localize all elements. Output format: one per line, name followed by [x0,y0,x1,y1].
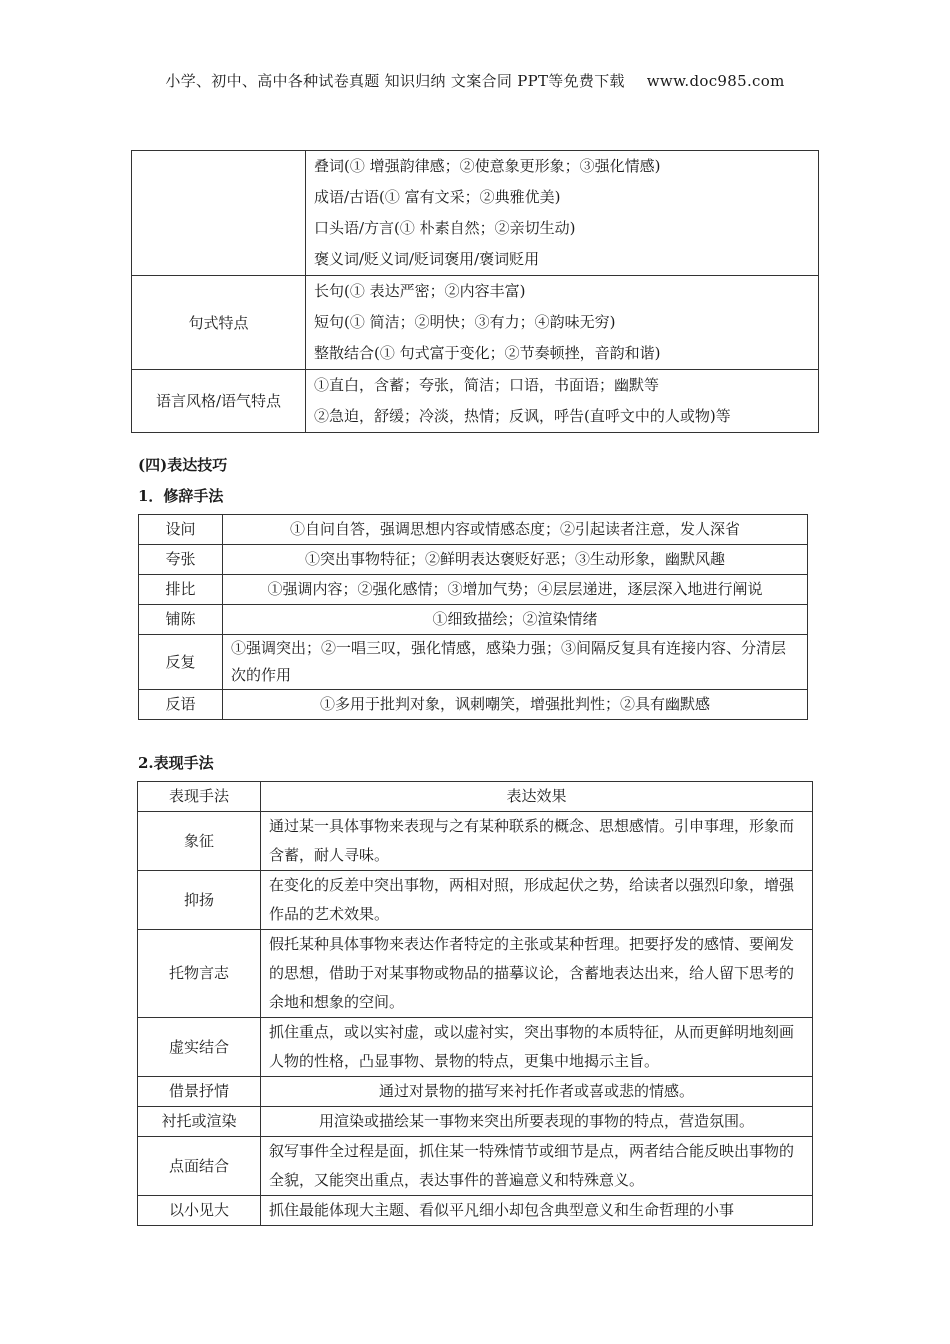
table-row [138,1137,813,1196]
row-value: ①强调内容；②强化感情；③增加气势；④层层递进，逐层深入地进行阐说 [223,575,808,605]
row-value: 通过某一具体事物来表现与之有某种联系的概念、思想感情。引申事理，形象而含蓄，耐人寻味。 [261,812,813,871]
column-header: 表达效果 [261,782,813,812]
row-value: 抓住重点，或以实衬虚，或以虚衬实，突出事物的本质特征，从而更鲜明地刻画人物的性格，凸显事物、景物的特点，更集中地揭示主旨。 [261,1018,813,1077]
line: 成语/古语(① 富有文采；②典雅优美) [314,188,561,206]
row-value [306,276,819,370]
line: 叠词(① 增强韵律感；②使意象更形象；③强化情感) [314,157,661,175]
table-row [138,812,813,871]
line: ①直白，含蓄；夸张，简洁；口语，书面语；幽默等 [314,376,660,394]
column-header: 表现手法 [138,782,261,812]
row-key: 虚实结合 [138,1018,261,1077]
row-key: 衬托或渲染 [138,1107,261,1137]
table-row [138,871,813,930]
row-key [132,151,306,276]
table-row [139,605,808,635]
language-features-table [131,150,819,433]
line: 整散结合(① 句式富于变化；②节奏顿挫，音韵和谐) [314,344,661,362]
table-row [138,1018,813,1077]
line: 口头语/方言(① 朴素自然；②亲切生动) [314,219,576,237]
row-key: 以小见大 [138,1196,261,1226]
table-row [139,515,808,545]
section-heading: (四)表达技巧 [138,456,228,474]
row-value: 抓住最能体现大主题、看似平凡细小却包含典型意义和生命哲理的小事 [261,1196,813,1226]
line: 褒义词/贬义词/贬词褒用/褒词贬用 [314,250,540,268]
row-key: 排比 [139,575,223,605]
row-value: 假托某种具体事物来表达作者特定的主张或某种哲理。把要抒发的感情、要阐发的思想，借助于对某事物或物品的描摹议论，含蓄地表达出来，给人留下思考的余地和想象的空间。 [261,930,813,1018]
row-value [306,370,819,433]
row-value: ①突出事物特征；②鲜明表达褒贬好恶；③生动形象，幽默风趣 [223,545,808,575]
rhetoric-table [138,514,808,720]
table-row [138,1196,813,1226]
row-key: 反语 [139,690,223,720]
row-value: ①强调突出；②一唱三叹，强化情感，感染力强；③间隔反复具有连接内容、分清层次的作用 [223,635,808,690]
row-value: ①自问自答，强调思想内容或情感态度；②引起读者注意，发人深省 [223,515,808,545]
row-value: 用渲染或描绘某一事物来突出所要表现的事物的特点，营造氛围。 [261,1107,813,1137]
table-row [139,575,808,605]
line: ②急迫，舒缓；冷淡，热情；反讽，呼告(直呼文中的人或物)等 [314,407,731,425]
table-row [139,545,808,575]
subsection-heading-expression: 2.表现手法 [138,754,214,772]
row-key: 象征 [138,812,261,871]
row-value: 叙写事件全过程是面，抓住某一特殊情节或细节是点，两者结合能反映出事物的全貌，又能突出重点，表达事件的普遍意义和特殊意义。 [261,1137,813,1196]
row-key: 句式特点 [132,276,306,370]
row-key: 铺陈 [139,605,223,635]
line: 短句(① 简洁；②明快；③有力；④韵味无穷) [314,313,616,331]
table-row [138,1107,813,1137]
table-row [132,151,819,276]
row-key: 借景抒情 [138,1077,261,1107]
table-row [139,635,808,690]
row-key: 点面结合 [138,1137,261,1196]
table-row [132,370,819,433]
table-row [139,690,808,720]
subsection-heading-rhetoric: 1．修辞手法 [138,487,224,505]
row-value [306,151,819,276]
row-value: 通过对景物的描写来衬托作者或喜或悲的情感。 [261,1077,813,1107]
page-header [0,70,950,91]
row-key: 抑扬 [138,871,261,930]
table-header-row [138,782,813,812]
line: 长句(① 表达严密；②内容丰富) [314,282,526,300]
row-key: 反复 [139,635,223,690]
table-row [138,930,813,1018]
expression-methods-table [137,781,813,1226]
header-text: 小学、初中、高中各种试卷真题 知识归纳 文案合同 PPT等免费下载 [165,72,625,90]
row-key: 语言风格/语气特点 [132,370,306,433]
row-key: 设问 [139,515,223,545]
header-site-link[interactable]: www.doc985.com [646,72,785,90]
row-value: ①多用于批判对象，讽刺嘲笑，增强批判性；②具有幽默感 [223,690,808,720]
table-row [138,1077,813,1107]
table-row [132,276,819,370]
row-key: 夸张 [139,545,223,575]
row-value: ①细致描绘；②渲染情绪 [223,605,808,635]
row-value: 在变化的反差中突出事物，两相对照，形成起伏之势，给读者以强烈印象，增强作品的艺术效果。 [261,871,813,930]
row-key: 托物言志 [138,930,261,1018]
